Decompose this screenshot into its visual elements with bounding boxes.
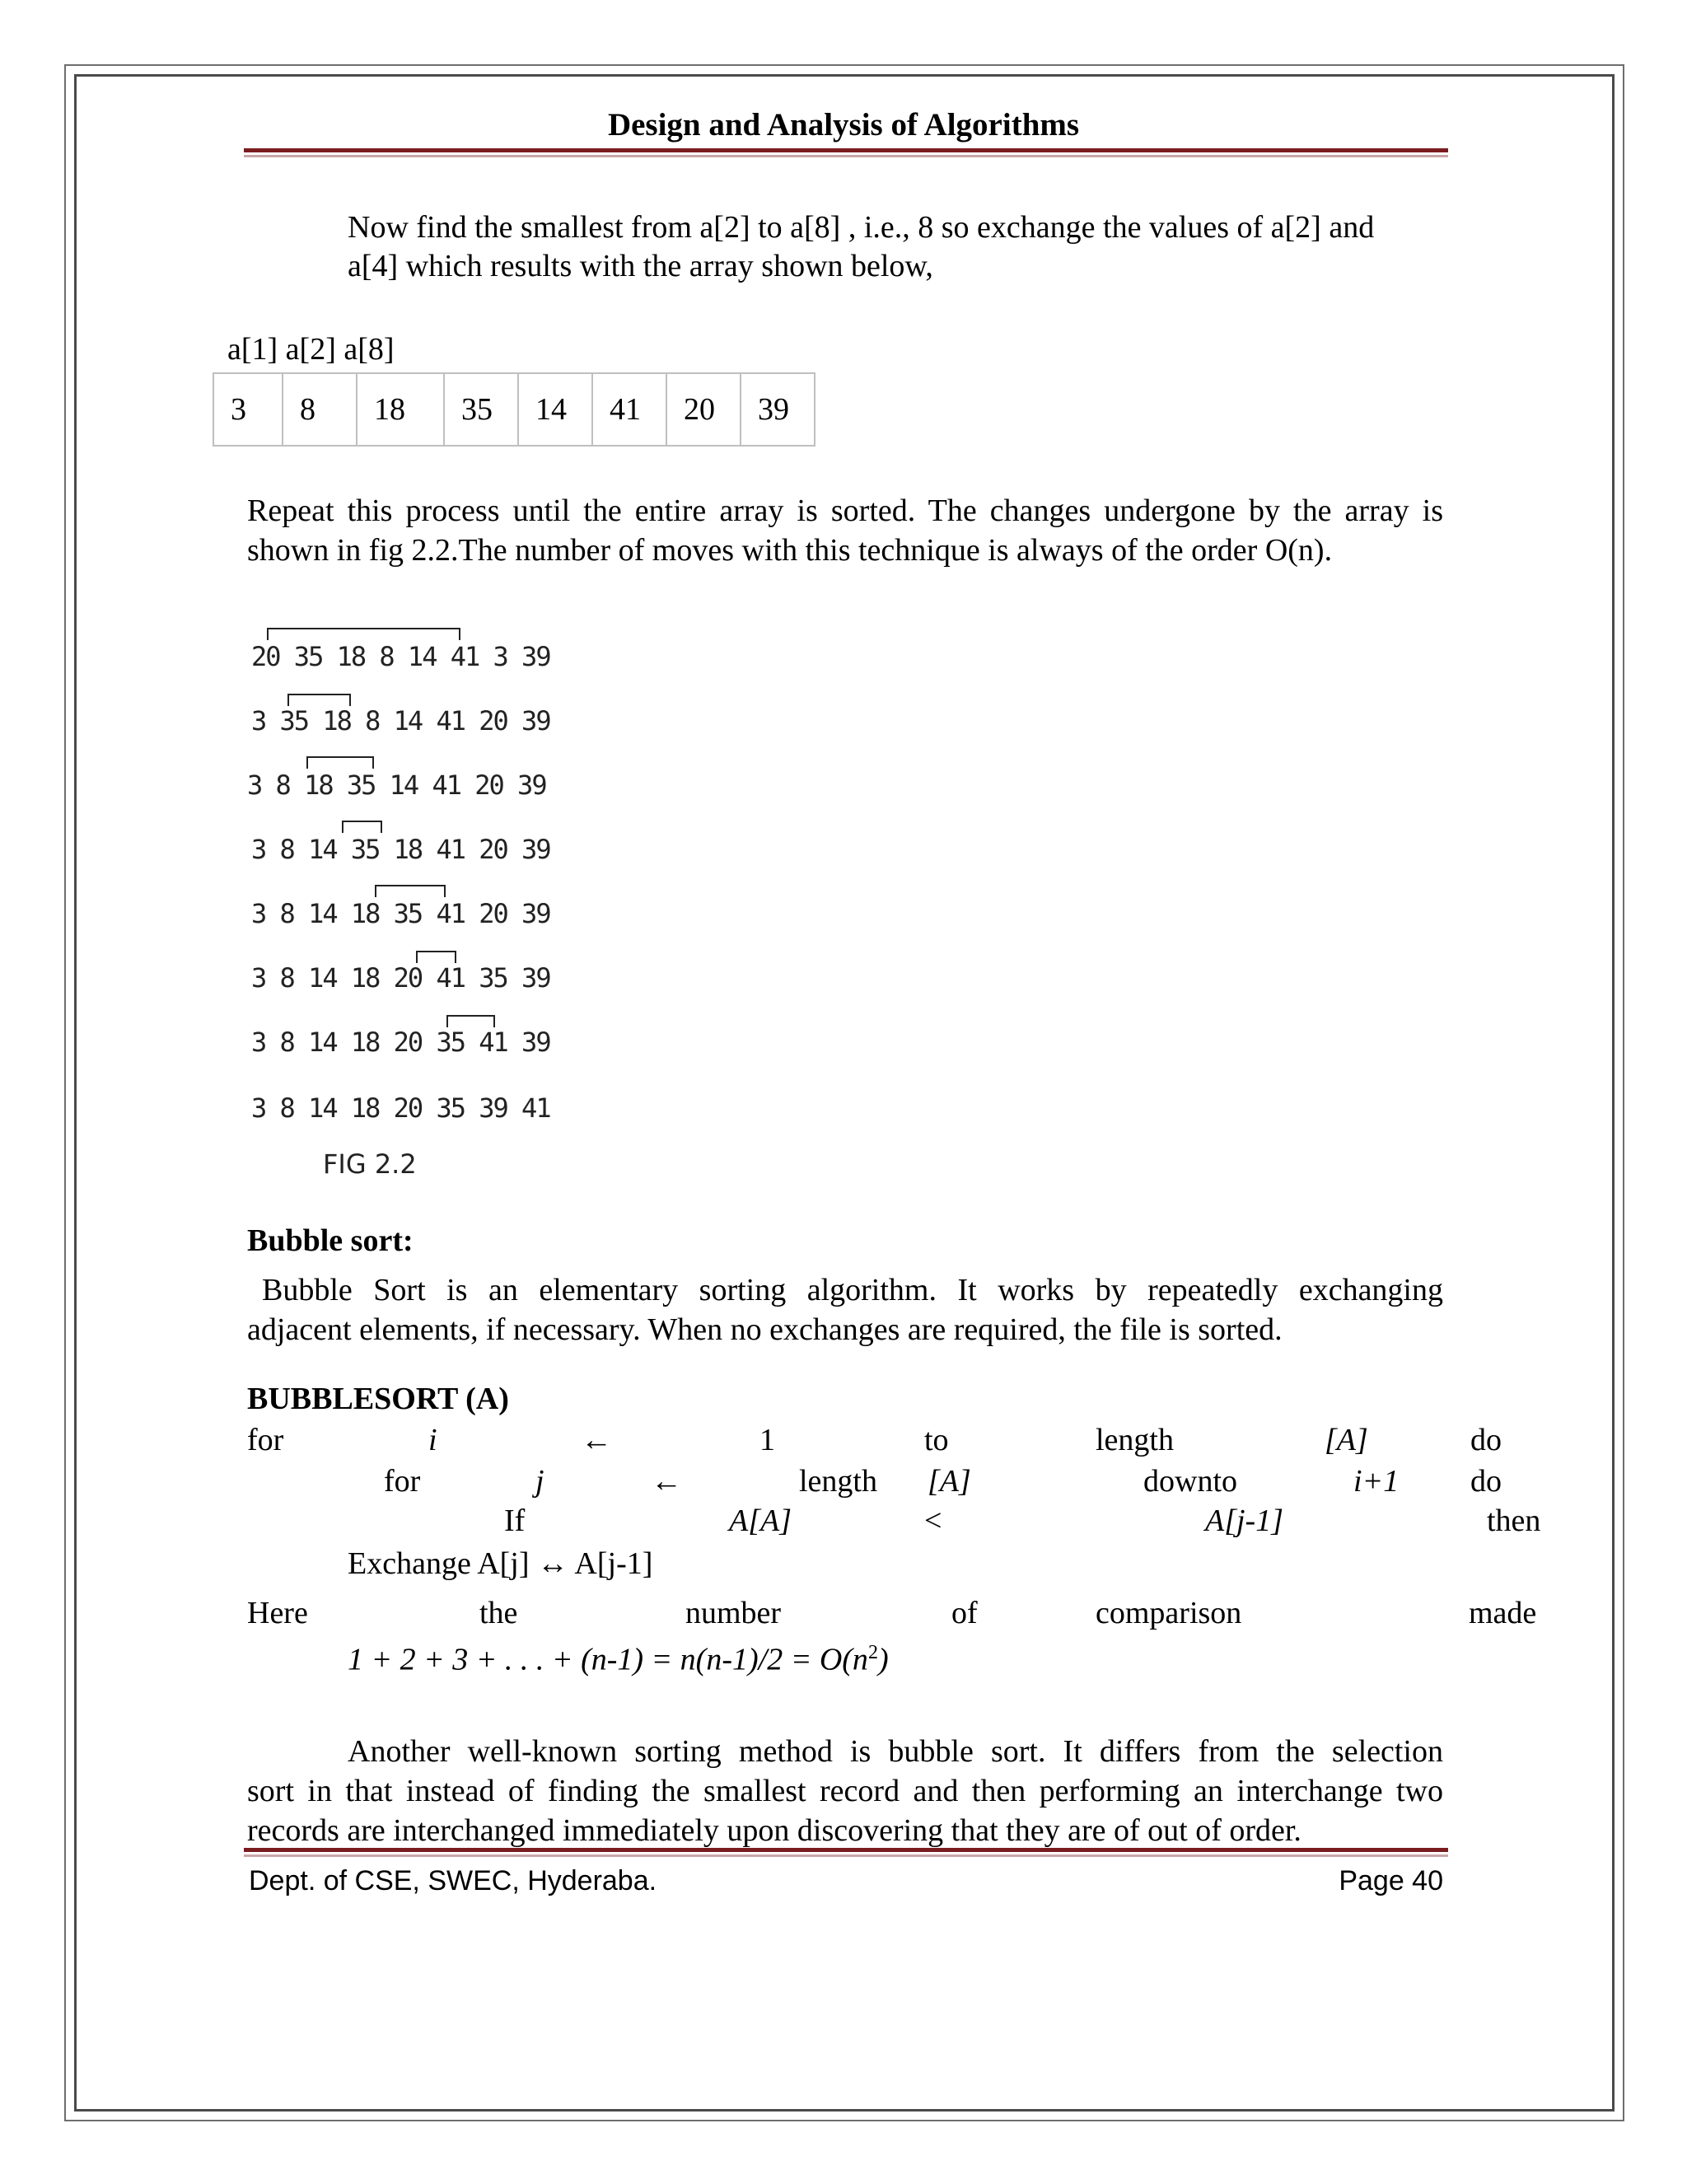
swap-bracket	[343, 821, 381, 833]
figure-row-7: 3 8 14 18 20 35 41 39	[251, 1027, 550, 1058]
operator: <	[924, 1504, 942, 1538]
formula-exponent: 2	[867, 1642, 878, 1663]
array-table	[213, 372, 815, 447]
array-cell: 41	[592, 373, 666, 446]
word: comparison	[1096, 1596, 1242, 1630]
repeat-line-1: Repeat this process until the entire array is sorted. The changes undergone by the array is	[247, 493, 1443, 528]
array-row	[213, 373, 815, 446]
operator: ←	[651, 1464, 682, 1499]
swap-bracket	[307, 757, 373, 769]
intro-line-2: a[4] which results with the array shown below,	[348, 249, 933, 283]
word: the	[479, 1596, 518, 1630]
algo-line-1	[247, 1420, 1540, 1460]
closing-line-2: sort in that instead of finding the smallest record and then performing an interchange two	[247, 1774, 1443, 1808]
header-rule	[244, 148, 1448, 152]
value: 1	[759, 1423, 775, 1457]
figure-row-4: 3 8 14 35 18 41 20 39	[251, 834, 550, 865]
array-cell: 18	[357, 373, 444, 446]
footer-department: Dept. of CSE, SWEC, Hyderaba.	[249, 1865, 657, 1896]
array-cell: 39	[741, 373, 815, 446]
expression: A[A]	[729, 1504, 792, 1538]
algo-line-4: Exchange A[j] ↔ A[j-1]	[348, 1546, 653, 1581]
closing-line-3: records are interchanged immediately upon discovering that they are of out of order.	[247, 1813, 1301, 1848]
figure-row-8: 3 8 14 18 20 35 39 41	[251, 1092, 550, 1124]
array-cell: 20	[666, 373, 741, 446]
operator: ←	[581, 1423, 612, 1457]
word: of	[951, 1596, 978, 1630]
word: made	[1469, 1596, 1537, 1630]
keyword: downto	[1143, 1464, 1237, 1499]
algo-line-2	[247, 1461, 1540, 1501]
keyword: to	[924, 1423, 949, 1457]
keyword: do	[1470, 1464, 1502, 1499]
array-index-labels: a[1] a[2] a[8]	[227, 332, 395, 367]
page-header-title: Design and Analysis of Algorithms	[607, 107, 1080, 143]
figure-row-5: 3 8 14 18 35 41 20 39	[251, 898, 550, 929]
array-cell: 14	[518, 373, 592, 446]
figure-row-2: 3 35 18 8 14 41 20 39	[251, 705, 550, 737]
variable: j	[535, 1464, 544, 1499]
function: length	[1096, 1423, 1174, 1457]
figure-caption: FIG 2.2	[323, 1148, 417, 1180]
comparison-line	[247, 1593, 1540, 1633]
keyword: for	[247, 1423, 284, 1457]
footer-rule	[244, 1848, 1448, 1852]
bubble-line-2: adjacent elements, if necessary. When no exchanges are required, the file is sorted.	[247, 1312, 1283, 1347]
figure-row-3: 3 8 18 35 14 41 20 39	[247, 769, 546, 801]
algo-name: BUBBLESORT (A)	[247, 1382, 509, 1416]
keyword: then	[1487, 1504, 1541, 1538]
swap-bracket	[288, 694, 350, 706]
swap-bracket	[447, 1016, 494, 1027]
swap-bracket	[417, 952, 456, 963]
formula-end: )	[877, 1642, 889, 1677]
figure-row-6: 3 8 14 18 20 41 35 39	[251, 962, 550, 994]
array-cell: 3	[213, 373, 283, 446]
word: number	[685, 1596, 782, 1630]
word: Here	[247, 1596, 308, 1630]
intro-line-1: Now find the smallest from a[2] to a[8] , i.e., 8 so exchange the values of a[2] and	[348, 210, 1375, 245]
argument: [A]	[928, 1464, 971, 1499]
array-cell: 8	[283, 373, 357, 446]
expression: i+1	[1353, 1464, 1400, 1499]
keyword: If	[504, 1504, 526, 1538]
expression: A[j-1]	[1205, 1504, 1283, 1538]
header-rule-thin	[244, 155, 1448, 157]
footer-rule-thin	[244, 1854, 1448, 1857]
keyword: for	[384, 1464, 421, 1499]
swap-bracket	[376, 886, 445, 897]
argument: [A]	[1325, 1423, 1368, 1457]
swap-bracket	[268, 629, 460, 640]
figure-row-1: 20 35 18 8 14 41 3 39	[251, 641, 550, 672]
function: length	[799, 1464, 877, 1499]
array-cell: 35	[444, 373, 518, 446]
algo-line-3	[247, 1501, 1540, 1541]
footer-page-number: Page 40	[1339, 1865, 1443, 1896]
complexity-formula	[348, 1633, 889, 1680]
formula-main: 1 + 2 + 3 + . . . + (n-1) = n(n-1)/2 = O(n	[348, 1642, 868, 1677]
bubble-line-1: Bubble Sort is an elementary sorting algorithm. It works by repeatedly exchanging	[262, 1273, 1443, 1307]
variable: i	[428, 1423, 437, 1457]
repeat-line-2: shown in fig 2.2.The number of moves with this technique is always of the order O(n).	[247, 533, 1333, 568]
keyword: do	[1470, 1423, 1502, 1457]
closing-line-1: Another well-known sorting method is bubble sort. It differs from the selection	[348, 1734, 1443, 1769]
bubble-heading: Bubble sort:	[247, 1223, 414, 1258]
